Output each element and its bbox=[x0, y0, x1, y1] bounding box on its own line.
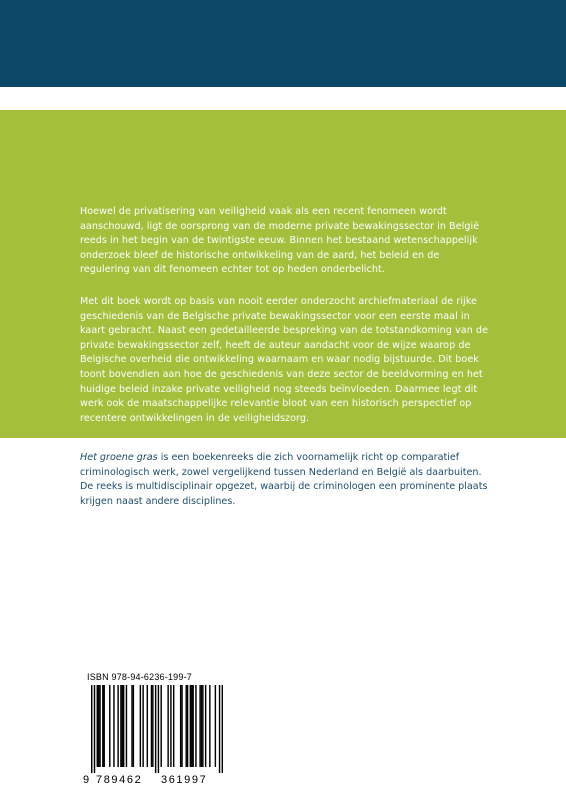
barcode-bar bbox=[160, 685, 161, 767]
series-text: is een boekenreeks die zich voornamelijk richt op comparatief criminologisch werk, zowel vergelijkend tussen Nederland en België als daarbuiten. De reeks is multidisciplinair opgezet, waarbij de criminologen een prominente plaats krijgen naast andere disciplines. bbox=[80, 452, 488, 507]
barcode-bar bbox=[195, 685, 196, 767]
barcode-bar bbox=[201, 685, 202, 767]
barcode-bar bbox=[133, 685, 134, 767]
barcode-bar bbox=[151, 685, 152, 767]
barcode-bar bbox=[209, 685, 210, 767]
top-color-band bbox=[0, 0, 566, 87]
barcode-bar bbox=[205, 685, 206, 767]
barcode-digits-left: 789462 bbox=[96, 774, 143, 786]
barcode-digits-right: 361997 bbox=[161, 774, 208, 786]
barcode-bar bbox=[98, 685, 99, 767]
barcode-bar bbox=[104, 685, 105, 767]
barcode-bar bbox=[120, 685, 121, 767]
barcode-bar bbox=[181, 685, 182, 767]
barcode-bar bbox=[131, 685, 132, 767]
barcode-bar bbox=[191, 685, 192, 767]
barcode-bar bbox=[222, 685, 223, 773]
blurb-paragraph-1: Hoewel de privatisering van veiligheid vaak als een recent fenomeen wordt aanschouwd, ligt de oorsprong van de moderne private bewakingssector in België reeds in het begin van de twintigste eeuw. Binnen het bestaand wetenschappelijk onderzoek bleef de historische ontwikkeling van de aard, het beleid en de regulering van dit fenomeen echter tot op heden onderbelicht. bbox=[80, 206, 480, 276]
barcode-bar bbox=[199, 685, 200, 767]
barcode-bar bbox=[147, 685, 148, 767]
barcode-bar bbox=[173, 685, 174, 767]
isbn-barcode bbox=[83, 672, 225, 788]
barcode-bar bbox=[192, 685, 193, 767]
barcode-bar bbox=[170, 685, 171, 767]
barcode-bar bbox=[152, 685, 153, 767]
series-description bbox=[80, 451, 490, 509]
barcode-bar bbox=[158, 685, 159, 773]
barcode-bar bbox=[117, 685, 118, 767]
barcode-bar bbox=[187, 685, 188, 767]
barcode-bars bbox=[91, 685, 223, 773]
barcode-bar bbox=[142, 685, 143, 767]
series-title: Het groene gras bbox=[80, 452, 158, 463]
barcode-bar bbox=[102, 685, 103, 767]
barcode-bar bbox=[99, 685, 100, 767]
barcode-bar bbox=[109, 685, 110, 767]
barcode-bar bbox=[126, 685, 127, 767]
barcode-bar bbox=[215, 685, 216, 767]
barcode-bar bbox=[219, 685, 220, 773]
barcode-bar bbox=[180, 685, 181, 767]
barcode-bar bbox=[97, 685, 98, 767]
barcode-bar bbox=[202, 685, 203, 767]
barcode-bar bbox=[140, 685, 141, 767]
barcode-digit-first: 9 bbox=[83, 774, 90, 786]
barcode-digits bbox=[83, 774, 225, 786]
barcode-bar bbox=[113, 685, 114, 767]
barcode-bar bbox=[122, 685, 123, 767]
barcode-bar bbox=[185, 685, 186, 767]
blurb-paragraph-2: Met dit boek wordt op basis van nooit eerder onderzocht archiefmateriaal de rijke geschiedenis van de Belgische private bewakingssector voor een eerste maal in kaart gebracht. Naast een gedetailleerde bespreking van de totstandkoming van de private bewakingssector zelf, heeft de auteur aandacht voor de wijze waarop de Belgische overheid die ontwikkeling waarnaam en waar nodig bijstuurde. Dit boek toont bovendien aan hoe de geschiedenis van deze sector de beeldvorming en het huidige beleid inzake private veiligheid nog steeds beïnvloeden. Daarmee legt dit werk ook de maatschappelijke relevantie bloot van een historisch perspectief op recentere ontwikkelingen in de veiligheidszorg. bbox=[80, 296, 489, 424]
barcode-bar bbox=[94, 685, 95, 773]
barcode-bar bbox=[190, 685, 191, 767]
barcode-bar bbox=[123, 685, 124, 767]
isbn-label: ISBN 978-94-6236-199-7 bbox=[87, 672, 192, 682]
divider-gap bbox=[0, 87, 566, 110]
barcode-bar bbox=[167, 685, 168, 767]
barcode-bar bbox=[91, 685, 92, 773]
barcode-bar bbox=[155, 685, 156, 773]
